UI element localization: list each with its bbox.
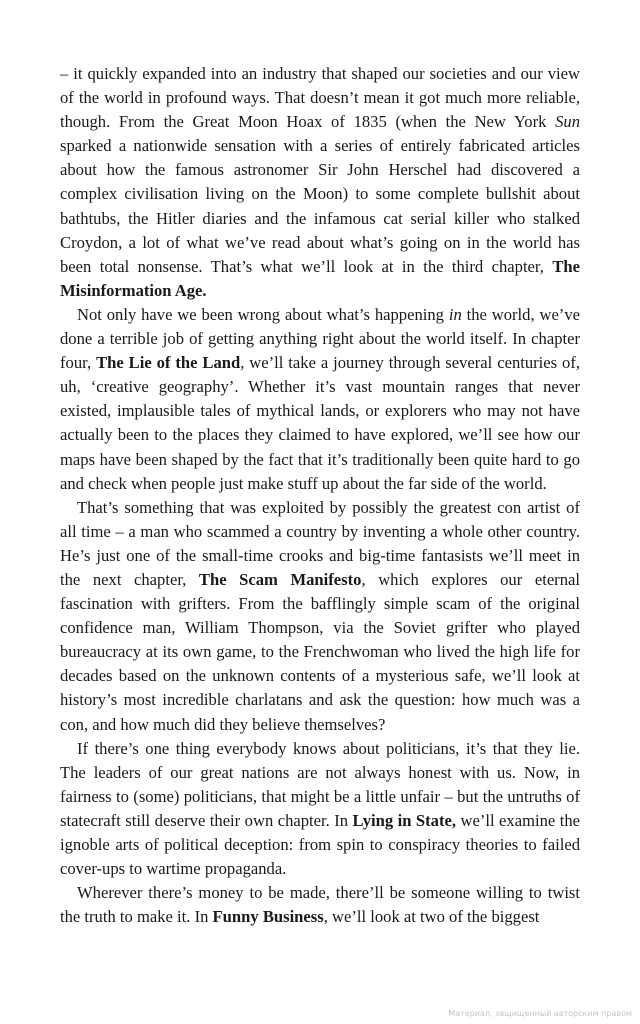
text-run: , we’ll look at two of the biggest (323, 907, 540, 927)
text-run: , we’ll take a journey through several centuries of, uh, ‘creative geography’. Whether it’s vast mountain ranges that never existed, implausible tales of mythical lands, or explorers who may not have actually been to the places they claimed to have explored, we’ll see how our maps have been shaped by the fact that it’s traditionally been quite hard to go and check when people just make stuff up about the far side of the world. (60, 353, 580, 493)
text-run: Wherever there’s money to be made, there’ll be someone willing to twist the truth to make it. In (60, 883, 580, 927)
text-run: we’ll examine the ignoble arts of political deception: from spin to conspiracy theories to failed cover-ups to wartime propaganda. (60, 810, 581, 879)
italic-run: Sun (555, 112, 580, 132)
paragraph (60, 496, 580, 737)
text-run: , which explores our eternal fascination with grifters. From the bafflingly simple scam of the original confidence man, William Thompson, via the Soviet grifter who played bureaucracy at its own game, to the Frenchwoman who lived the high life for decades based on the unknown contents of a mysterious safe, we’ll look at history’s most incredible charlatans and ask the question: how much was a con, and how much did they believe themselves? (60, 569, 580, 734)
paragraph (60, 303, 580, 496)
paragraph (60, 62, 580, 303)
paragraph (60, 881, 580, 929)
text-run: If there’s one thing everybody knows about politicians, it’s that they lie. The leaders of our great nations are not always honest with us. Now, in fairness to (some) politicians, that might be a little unfair – but the untruths of statecraft still deserve their own chapter. In (60, 738, 580, 830)
chapter-title-scam-manifesto: The Scam Manifesto (198, 569, 362, 589)
text-run: That’s something that was exploited by possibly the greatest con artist of all time – a man who scammed a country by inventing a whole other country. He’s just one of the small-time crooks and big-time fantasists we’ll meet in the next chapter, (60, 497, 580, 589)
chapter-title-lying-in-state: Lying in State, (352, 810, 457, 830)
book-page (60, 62, 580, 929)
copyright-watermark: Материал, защищенный авторским правом (448, 1009, 632, 1018)
text-run: Not only have we been wrong about what’s happening (77, 304, 449, 324)
text-run: – it quickly expanded into an industry that shaped our societies and our view of the world in profound ways. That doesn’t mean it got much more reliable, though. From the Great Moon Hoax of 1835 (when the New York (60, 64, 580, 132)
chapter-title-lie-of-the-land: The Lie of the Land (96, 353, 241, 373)
text-run: sparked a nationwide sensation with a series of entirely fabricated articles about how the famous astronomer Sir John Herschel had discovered a complex civilisation living on the Moon) to some complete bullshit about bathtubs, the Hitler diaries and the infamous cat serial killer who stalked Croydon, a lot of what we’ve read about what’s going on in the world has been total nonsense. That’s what we’ll look at in the third chapter, (60, 136, 580, 276)
italic-run: in (448, 304, 462, 324)
text-run: the world, we’ve done a terrible job of getting anything right about the world itself. In chapter four, (60, 304, 580, 373)
chapter-title-funny-business: Funny Business (212, 907, 324, 927)
chapter-title-misinformation-age: The Misinformation Age. (60, 256, 580, 300)
paragraph (60, 737, 580, 882)
